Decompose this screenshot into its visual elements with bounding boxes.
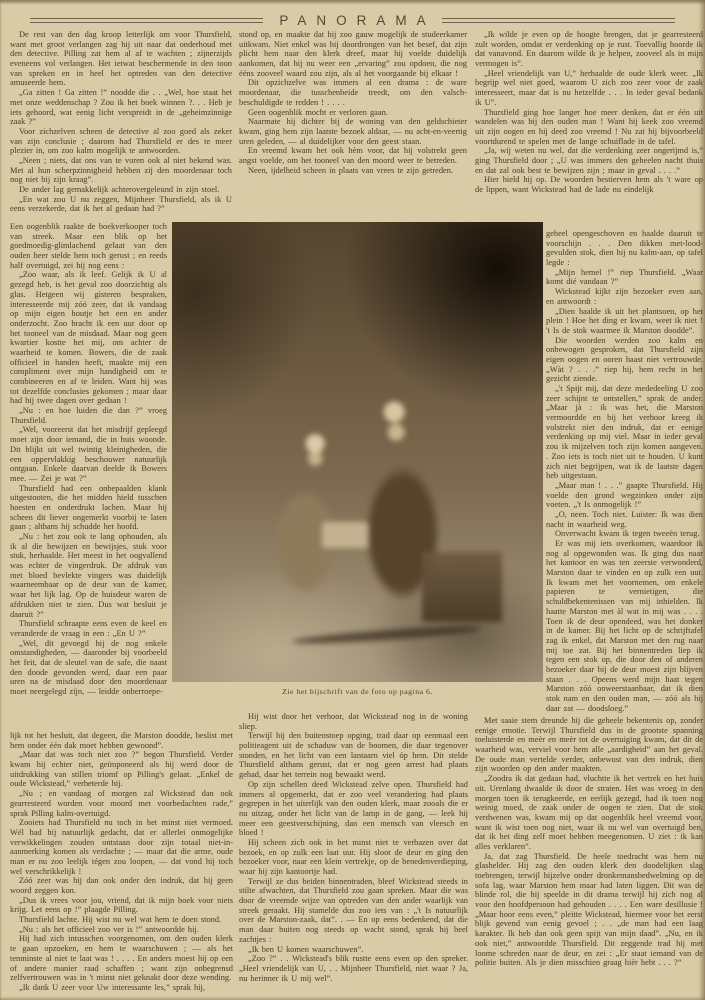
paragraph: „Wel, vooreerst dat het misdrijf gepleegd moet zijn door iemand, die in huis woonde. Dit blijkt uit wel twintig kleinigheden, die een oppervlakkig beschouwer natuurlijk ontgaan. Enkele daarvan deelde ik Bowers mee. — Zei je wat ?” bbox=[10, 425, 167, 483]
photo-floor-shadow bbox=[292, 623, 482, 646]
paragraph: Met saaie stem dreunde hij die geheele bekentenis op, zonder eenige emotie. Terwijl Thursfield dus in de grootste spanning toeluisterde en meèr en meèr tot de overtuiging kwam, dat dit de waarheid was, verviel voor hem alle „aardigheid” aan het geval. De oude man vertelde verder, onbewust van den indruk, dien zijn woorden op den ander maakten. bbox=[475, 716, 703, 774]
paragraph: Voor zichzelven scheen de detective al zoo goed als zeker van zijn conclusie ; daarom had Thursfield er des te meer plezier in, om zoo kalm mogelijk te antwoorden. bbox=[10, 126, 232, 156]
column3-wrap-text bbox=[546, 229, 703, 713]
paragraph: Naarmate hij dichter bij de woning van den geldschieter kwam, ging hem zijn laatste bezoek aldaar, — nu acht-en-veertig uren geleden, — al duidelijker voor den geest staan. bbox=[239, 117, 467, 146]
paragraph: „O, neen. Toch niet. Luister: Ik was dien nacht in waarheid weg. bbox=[546, 509, 703, 529]
paragraph: En vreemd kwam het ook hèm voor, dat hij volstrekt geen angst voelde, om het tooneel van den moord weer te betreden. bbox=[239, 146, 467, 165]
paragraph: Die woorden werden zoo kalm en onbewogen gesproken, dat Thursfield zijn eigen oogen en ooren haast niet vertrouwde. „Wàt ? . . .” riep hij, hem recht in het gezicht ziende. bbox=[546, 335, 703, 384]
paragraph: „Heel vriendelijk van U,” herhaalde de oude klerk weer. „Ik begrijp wel niet goed, waarom U zich zoo zeer voor de zaak interesseert, maar dat is nu hetzelfde . . . In ieder geval bedank ik U”. bbox=[475, 68, 703, 107]
paragraph: „Nu : het zou ook te lang ophouden, als ik al die bewijzen en bewijsjes, stuk voor stuk, herhaalde. Het meest in het oogvallend was echter de vingerdruk. De afdruk van met bloed bevlekte vingers was duidelijk waarneembaar op de deur van de kamer, waar het lijk lag. Op de huisdeur waren de afdrukken niet te zien. Dus wat besluit je daaruit ?” bbox=[10, 532, 167, 619]
paragraph: „Dus ik vrees voor jou, vriend, dat ik mijn boek voor niets krijg. Let eens op !” plaagde Pilling. bbox=[10, 895, 233, 915]
paragraph: Wickstead kijkt zijn bezoeker even aan, en antwoordt : bbox=[546, 287, 703, 306]
paragraph: Thursfield had een onbepaalden klank uitgestooten, die het midden hield tusschen hoesten en onderdrukt lachen. Maar hij scheen dit liever ongemerkt voorbij te laten gaan ; althans hij schudde het hoofd. bbox=[10, 483, 167, 532]
column1-wrap-text bbox=[10, 222, 167, 728]
photo-prop-board bbox=[322, 522, 368, 548]
paragraph: „Nu : en hoe luiden die dan ?” vroeg Thursfield. bbox=[10, 406, 167, 425]
paragraph: „Zoodra ik dat gedaan had, vluchtte ik het vertrek en het huis uit. Urenlang dwaalde ik door de straten. Het was vroeg in den morgen toen ik terugkeerde, en eerlijk gezegd, had ik toen nog weinig moed, de zaak onder de oogen te zien. Dat de stok verdwenen was, kwam mij op dat oogenblik heel vreemd voor, want ik wist toen nog niet, waar ik nu wel van overtuigd ben, dat ik het ding zelf moet hebben meegenomen. U ziet : ik kan alles verklaren”. bbox=[475, 774, 703, 851]
paragraph: Geen oogenblik mocht er verloren gaan. bbox=[248, 107, 388, 117]
paragraph: Op zijn schellen deed Wickstead zelve open. Thursfield had immers al opgemerkt, dat er zoo veel verandering had plaats gegrepen in het uiterlijk van den ouden klerk, maar zooals die er nu uitzag, onder het licht van de lamp in de gang, — leek hij meer een geestverschijning, dan een mensch van vleesch en bloed ! bbox=[239, 779, 468, 838]
paragraph: geheel opengeschoven en haalde daaruit te voorschijn . . . Den dikken met-lood-gevulden stok, dien hij nu kalm-aan, op tafel legde : bbox=[546, 229, 703, 268]
paragraph: Thursfield lachte. Hij wist nu wel wat hem te doen stond. bbox=[19, 915, 222, 925]
paragraph: „Mijn hemel !” riep Thursfield. „Waar komt dié vandaan ?” bbox=[546, 267, 703, 287]
column1-bottom-text bbox=[10, 731, 233, 993]
paragraph: Ja, dat zag Thursfield. De heele toedracht was hem nu glashelder. Hij zag den ouden klerk den doodelijken slag toebrengen, terwijl hijzelve onder dronkemansbedwelming op de sofa lag, waar Marston hem maar had laten liggen. Dit was de blinde rol, die hij speelde in dit drama terwijl hij zich nog al voor den hoofdpersoon had gehouden . . . . Een ware desillusie ! „Maar hoor eens even,” pleitte Wickstead, hiermee voor het eerst blijk gevend van eenig gevoel ; . . „de man had een laag karakter. Ik heb dan ook geen spijt van mijn daad”. „Nu, en ik ook niet,” antwoordde Thursfield. Dit zeggende trad hij met loome schreden naar de deur, en zei : „Er staat iemand van de politie buiten. Als je dien misschien graag hièr hebt . . . ?” bbox=[475, 851, 703, 968]
paragraph: „En wat zou U nu zeggen, Mijnheer Thursfield, als ik U eens verzekerde, dat ik het al gedaan had ?” bbox=[10, 194, 232, 214]
paragraph: „Nu ; en vandaag of morgen zal Wickstead dan ook gearresteerd worden voor moord met voorbedachten rade,” sprak Pilling kalm-overtuigd. bbox=[10, 789, 233, 818]
column3-top-text bbox=[475, 30, 703, 195]
paragraph: „Ik dank U zeer voor Uw interessante les,” sprak hij, bbox=[19, 982, 205, 992]
paragraph: „Maar dat was toch niet zoo ?” begon Thursfield. Verder kwam hij echter niet, geïmponeerd als hij werd door de uitdrukking van stillen triomf op Pilling's gelaat. „Enkel de oude Wickstead,” verbeterde hij. bbox=[10, 750, 233, 789]
paragraph: „Nu : als het officieel zoo ver is !” antwoordde hij. bbox=[19, 924, 199, 934]
column3-bottom-text bbox=[475, 716, 703, 968]
masthead-rule-right bbox=[442, 18, 675, 23]
paragraph: Onverwacht kwam ik tegen tweeën terug. bbox=[555, 529, 700, 539]
paragraph: Hier hield hij op. De woorden bestierven hem als 't ware op de lippen, want Wickstead had de lade nu eindelijk bbox=[475, 175, 703, 194]
paragraph: Er was mij iets overkomen, waardoor ik nog al opgewonden was. Ik ging dus naar het kantoor en was ten zeerste verwonderd, Marston daar te vinden en op zulk een uur. Ik kwam met het voornemen, om enkele papieren te vernietigen, die schuldbekentenissen van mij inhielden. Ik haatte Marston met àl wat in mij was . . . . Toen ik de deur opendeed, was het donker in de kamer. Bij het licht op de schrijftafel zag ik enkel, dat Marston met den rug naar mij toe zat. Bij het binnentreden liep ik tegen een stok op, die door den of anderen bezoeker daar bij de deur moest zijn blijven staan . . . Opeens werd mijn haat tegen Marston zóó onweerstaanbaar, dat ik dien stok nam en den ouden man, — zóó als hij daar zat — doodsloeg.” bbox=[546, 539, 703, 713]
paragraph: Hij had zich intusschen voorgenomen, om den ouden klerk te gaan opzoeken, en hem te waarschuwen ; — als het tenminste al niet te laat was ! . . . . En anders moest hij op een of andere manier raad schaffen ; want zijn onbegrensd zelfvertrouwen was in 't minst niet geknakt door deze wending. bbox=[10, 934, 233, 983]
column2-top-text bbox=[239, 30, 467, 175]
paragraph: „Ik wilde je even op de hoogte brengen, dat je gearresteerd zult worden, omdat er verdenking op je rust. Toevallig hoorde ik dat vanavond. En daarom wilde ik je helpen, zooveel als in mijn vermogen is”. bbox=[475, 30, 703, 69]
paragraph: „Neen ; niets, dat ons van te voren ook al niet bekend was. Met al hun scherpzinnigheid hebben zij den moordenaar toch nog niet bij zijn kraag”. bbox=[10, 155, 232, 185]
photo-prop-box bbox=[422, 552, 502, 622]
paragraph: „Wel, dit gevoegd bij de nog enkele omstandigheden, — daaronder bij voorbeeld het feit, dat de sleutel van de safe, die naast den doode gevonden werd, daar een paar uren na de misdaad door den moordenaar moet neergelegd zijn, — leidde onherroepe- bbox=[10, 638, 167, 696]
story-photo bbox=[172, 222, 543, 682]
paragraph: Hij wist door het verhoor, dat Wickstead nog in de woning sliep. bbox=[239, 712, 468, 731]
paragraph: „'t Spijt mij, dat deze mededeeling U zoo zeer schijnt te ontstellen,” sprak de ander. „Maar jà : ik was het, die Marston vermoordde en bij het verhoor kreeg ik volstrekt niet den indruk, dat er eenige verdenking op mij viel. Maar in ieder geval zou ik mijzelven toch zijn komen aangeven. . Zoo iets is toch niet uit te houden. U kunt zich niet begrijpen, wat ik de laatste dagen heb uitgestaan. bbox=[546, 384, 703, 481]
paragraph: Thursfield ging hoe langer hoe meer denken, dat er één uit wandelen was bij den ouden man ! Want hij keek zoo vreemd uit zijn oogen en hij deed zoo vreemd ! Nu zat hij bijvoorbeeld voortdurend te spelen met de lange schuiflade in de tafel. bbox=[475, 107, 703, 146]
paragraph: „Maar man ! . . .” gaapte Thursfield. Hij voelde den grond wegzinken onder zijn voeten. „'t Is onmogelijk !” bbox=[546, 480, 703, 510]
paragraph: Thursfield schraapte eens even de keel en veranderde de vraag in een : „En U ?” bbox=[10, 619, 167, 638]
paragraph: stond op, en maakte dat hij zoo gauw mogelijk de studeerkamer uitkwam. Niet enkel was hij doordrongen van het besef, dat zijn plicht hem naar den klerk dreef, maar hij voelde duidelijk aankomen, dat hij nu weer een „ervaring” zou opdoen, die nog ééns zooveel waard zou zijn, als al het voorgaande bij elkaar ! bbox=[239, 30, 467, 78]
paragraph: Zooiets had Thursfield nu toch in het minst niet vermoed. Wél had hij natuurlijk gedacht, dat er allerlei onmogelijke verwikkelingen zouden ontstaan door zijn totaal niet-in-aanmerking komen als verdachte ; — maar dat die arme, oude man er nu zoo leelijk tégen zou loopen, — dat vond hij toch wel verschrikkelijk ! bbox=[10, 818, 233, 876]
paragraph: „Ik ben U komen waarschuwen”. bbox=[248, 944, 364, 954]
photo-caption: Zie het bijschrift van de foto op pagina 6. bbox=[282, 687, 433, 696]
masthead bbox=[30, 13, 675, 28]
paragraph: Hij scheen zich ook in het minst niet te verbazen over dat bezoek, en op zulk een laat uur. Hij sloot de deur en ging den bezoeker voor, naar een klein vertrekje, op de benedenverdieping, waar hij zijn kantoortje had. bbox=[239, 837, 468, 876]
paragraph: Terwijl ze dus beiden binnentraden, bleef Wickstead steeds in stilte afwachten, dat Thursfield zou gaan spreken. Maar die was door de vreemde wijze van optreden van den ander waarlijk van streek geraakt. Hij stamelde dus zoo iets van : „'t Is natuurlijk over de Marston-zaak, dat”. . — En op eens bedenkend, dat die man daar buiten nog steeds op wacht stond, sprak hij heel zachtjes : bbox=[239, 876, 468, 944]
paragraph: Terwijl hij den buitenstoep opging, trad daar op eenmaal een politieagent uit de schaduw van de boomen, die daar tegenover stonden, en het licht van een lantaarn viel óp hem. Dit stelde Thursfield althans gerust, dat er nog geen arrest had plaats gehad, daar het terrein nog bewaakt werd. bbox=[239, 731, 468, 780]
page-title: PANORAMA bbox=[279, 13, 436, 28]
paragraph: Een oogenblik raakte de boekverkooper toch van streek. Maar een blik op het goedmoedig-glimlachend gelaat van den ouden heer stelde hem toch gerust ; en reeds half overtuigd, zei hij nog eens : bbox=[10, 222, 167, 270]
paragraph: lijk tot het besluit, dat degeen, die Marston doodde, beslist met hem onder één dak moet hebben gewoond”. bbox=[10, 731, 233, 750]
column1-top-text bbox=[10, 30, 232, 214]
paragraph: „Ga zitten ! Ga zitten !” noodde die . . „Wel, hoe staat het met onze weddenschap ? Zou ik het boek winnen ?. . . Heb je iets gehoord, wat eenig licht verspreidt in de „geheimzinnige zaak ?” bbox=[10, 88, 232, 127]
paragraph: Neen, ijdelheid scheen in plaats van vrees te zijn getreden. bbox=[248, 165, 454, 175]
paragraph: De rest van den dag kroop letterlijk om voor Thursfield, want met groot verlangen zag hij uit naar dat onderhoud met den detective. Pilling zat hem al af te wachten ; zijnerzijds eveneens vol verlangen. Het ietwat beschermende in den toon van spreken en in heel het optreden van den detective amuseerde hem. bbox=[10, 30, 232, 88]
paragraph: „Dien haalde ik uit het plantsoen, op het plein ! Hoe het ding er kwam, weet ik niet ! 't Is de stok waarmee ik Marston doodde”. bbox=[546, 306, 703, 335]
paragraph: Dit opzichzelve was immers al een drama : de ware moordenaar, die tusschenbeide treedt, om den valsch-beschuldigde te redden ! . . . . bbox=[239, 78, 467, 107]
paragraph: „Zoo waar, als ik leef. Gelijk ik U al gezegd heb, is het geval zoo doorzichtig als glas. Hetgeen wij gisteren bespraken, interesseerde mij zóó zeer, dat ik vandaag op mijn eigen houtje het een en ander onderzocht. Zoo bracht ik een uur door op het tooneel van de misdaad. Maar nog geen kwartier kostte het mij, om achter de waarheid te komen. Bowers, die de zaak officieel in handen heeft, maakte mij een compliment over mijn handigheid om te combineeren en af te leiden. Want hij was tot dezelfde conclusies gekomen ; maar daar had hij twee dagen over gedaan ! bbox=[10, 270, 167, 406]
paragraph: „Zoo ?” . . Wickstead's blik rustte eens even op den spreker. „Heel vriendelijk van U, . . Mijnheer Thursfield, niet waar ? Ja, nu herinner ik U mij wel”. bbox=[239, 954, 468, 983]
paragraph: „Ja, wij weten nu wel, dat die verdenking zeer ongerijmd is,” ging Thursfield door ; „U was immers den geheelen nacht thuis en dat zal ook best te bewijzen zijn ; maar in geval . . . .” bbox=[475, 146, 703, 175]
masthead-rule-left bbox=[30, 18, 263, 23]
paragraph: Zóó zeer was hij dan ook onder den indruk, dat hij geen woord zeggen kon. bbox=[10, 876, 233, 895]
paragraph: De ander lag gemakkelijk achterovergeleund in zijn stoel. bbox=[19, 185, 220, 194]
photo-figure-left bbox=[260, 427, 355, 612]
column2-bottom-text bbox=[239, 712, 468, 983]
